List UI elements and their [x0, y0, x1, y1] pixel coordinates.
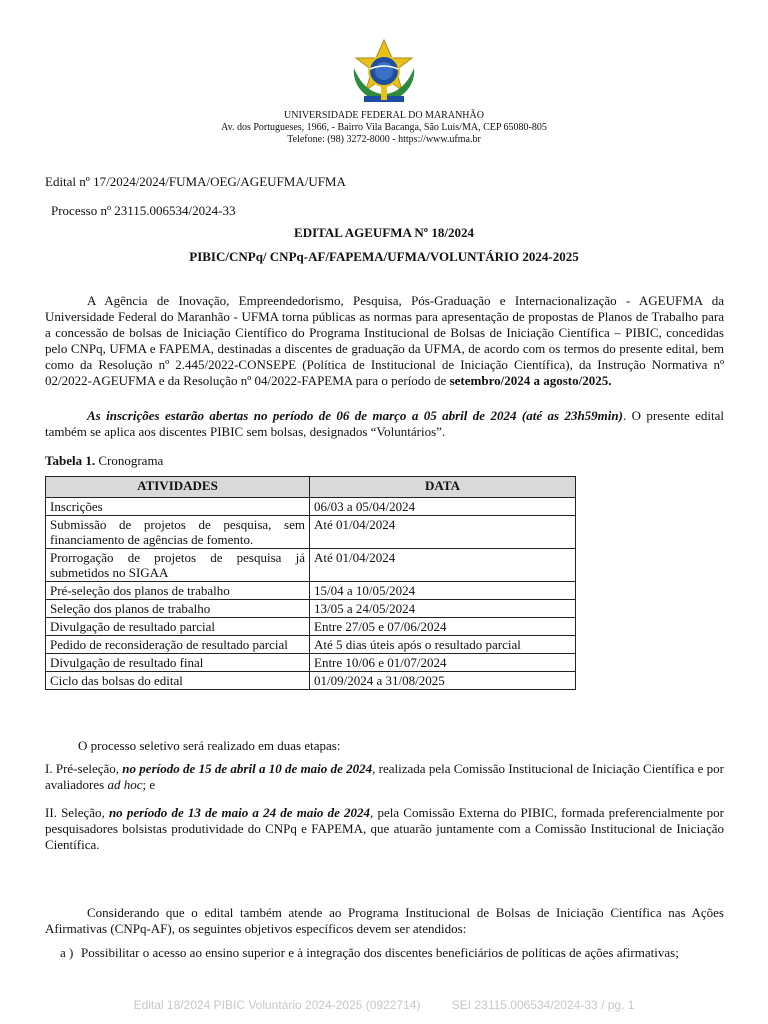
university-address: Av. dos Portugueses, 1966, - Bairro Vila Bacanga, São Luís/MA, CEP 65080-805 — [221, 122, 547, 133]
activity-cell: Prorrogação de projetos de pesquisa já submetidos no SIGAA — [46, 549, 310, 582]
etapa-1-text: , realizada pela Comissão Institucional de Iniciação Científica e por avaliadores — [45, 761, 724, 792]
cronograma-table — [45, 476, 576, 690]
intro-paragraph — [45, 293, 724, 389]
table-caption-label: Tabela 1. — [45, 453, 96, 468]
etapa-1-paragraph — [45, 761, 724, 793]
activity-cell: Divulgação de resultado final — [46, 654, 310, 672]
date-cell: 06/03 a 05/04/2024 — [310, 498, 576, 516]
inscricoes-period: As inscrições estarão abertas no período de 06 de março a 05 abril de 2024 (até as 23h59min) — [87, 408, 623, 423]
document-subtitle: PIBIC/CNPq/ CNPq-AF/FAPEMA/UFMA/VOLUNTÁRIO 2024-2025 — [189, 249, 579, 264]
date-cell: 13/05 a 24/05/2024 — [310, 600, 576, 618]
processo-number: Processo nº 23115.006534/2024-33 — [51, 203, 236, 218]
table-row — [46, 636, 576, 654]
header-data: DATA — [310, 477, 576, 498]
date-cell: Até 01/04/2024 — [310, 549, 576, 582]
table-caption — [45, 453, 163, 469]
date-cell: Até 5 dias úteis após o resultado parcial — [310, 636, 576, 654]
table-caption-text: Cronograma — [95, 453, 164, 468]
intro-text: A Agência de Inovação, Empreendedorismo, Pesquisa, Pós-Graduação e Internacionalização - AGEUFMA da Universidade Federal do Maranhão - UFMA torna públicas as normas para apresentação de propostas de Planos de Trabalho para a concessão de bolsas de Iniciação Científico do Programa Institucional de Bolsas de Iniciação Científica – PIBIC, concedidas pelo CNPq, UFMA e FAPEMA, destinadas a discentes de graduação da UFMA, de acordo com os termos do presente edital, bem como da Resolução nº 2.445/2022-CONSEPE (Política de Institucional de Iniciação Científica), da Instrução Normativa nº 02/2022-AGEUFMA e da Resolução nº 04/2022-FAPEMA para o período de — [45, 293, 724, 388]
footer-sei-page: SEI 23115.006534/2024-33 / pg. 1 — [451, 998, 635, 1012]
activity-cell: Divulgação de resultado parcial — [46, 618, 310, 636]
activity-cell: Pré-seleção dos planos de trabalho — [46, 582, 310, 600]
table-row — [46, 600, 576, 618]
etapa-2-text: , pela Comissão Externa do PIBIC, formada preferencialmente por pesquisadores bolsistas produtividade do CNPq e FAPEMA, que atuarão juntamente com a Comissão Institucional de Iniciação Científica. — [45, 805, 724, 852]
document-title: EDITAL AGEUFMA Nº 18/2024 — [294, 225, 474, 240]
table-row — [46, 618, 576, 636]
university-contact: Telefone: (98) 3272-8000 - https://www.ufma.br — [287, 134, 481, 145]
etapa-1-end: ; e — [142, 777, 156, 792]
activity-cell: Pedido de reconsideração de resultado parcial — [46, 636, 310, 654]
etapa-2-period: no período de 13 de maio a 24 de maio de 2024 — [108, 805, 371, 820]
table-row — [46, 582, 576, 600]
intro-period: setembro/2024 a agosto/2025. — [449, 373, 612, 388]
table-row — [46, 654, 576, 672]
etapa-1-period: no período de 15 de abril a 10 de maio de 2024 — [122, 761, 373, 776]
considerando-paragraph: Considerando que o edital também atende ao Programa Institucional de Bolsas de Iniciação Científica nas Ações Afirmativas (CNPq-AF), os seguintes objetivos específicos devem ser atendidos: — [45, 905, 724, 936]
processo-seletivo-text: O processo seletivo será realizado em duas etapas: — [78, 738, 341, 753]
activity-cell: Seleção dos planos de trabalho — [46, 600, 310, 618]
etapa-2-label: II. Seleção, — [45, 805, 109, 820]
activity-cell: Submissão de projetos de pesquisa, sem financiamento de agências de fomento. — [46, 516, 310, 549]
header-atividades: ATIVIDADES — [46, 477, 310, 498]
date-cell: 01/09/2024 a 31/08/2025 — [310, 672, 576, 690]
etapa-1-label: I. Pré-seleção, — [45, 761, 123, 776]
table-header-row — [46, 477, 576, 498]
date-cell: Entre 10/06 e 01/07/2024 — [310, 654, 576, 672]
item-a-text: Possibilitar o acesso ao ensino superior e à integração dos discentes beneficiários de políticas de ações afirmativas; — [81, 945, 679, 960]
edital-reference: Edital nº 17/2024/2024/FUMA/OEG/AGEUFMA/UFMA — [45, 174, 346, 189]
university-name: UNIVERSIDADE FEDERAL DO MARANHÃO — [284, 110, 484, 121]
item-a-label: a ) — [60, 945, 74, 960]
inscricoes-rest: . O presente edital também se aplica aos discentes PIBIC sem bolsas, designados “Voluntários”. — [45, 408, 724, 439]
page-footer — [0, 998, 768, 1012]
table-row — [46, 672, 576, 690]
date-cell: 15/04 a 10/05/2024 — [310, 582, 576, 600]
etapa-2-paragraph — [45, 805, 724, 853]
table-row — [46, 549, 576, 582]
inscricoes-paragraph — [45, 408, 724, 440]
activity-cell: Ciclo das bolsas do edital — [46, 672, 310, 690]
table-row — [46, 516, 576, 549]
activity-cell: Inscrições — [46, 498, 310, 516]
table-row — [46, 498, 576, 516]
coat-of-arms-seal — [348, 38, 420, 108]
date-cell: Entre 27/05 e 07/06/2024 — [310, 618, 576, 636]
etapa-1-adhoc: ad hoc — [107, 777, 143, 792]
footer-document-id: Edital 18/2024 PIBIC Voluntário 2024-2025 (0922714) — [133, 998, 421, 1012]
date-cell: Até 01/04/2024 — [310, 516, 576, 549]
